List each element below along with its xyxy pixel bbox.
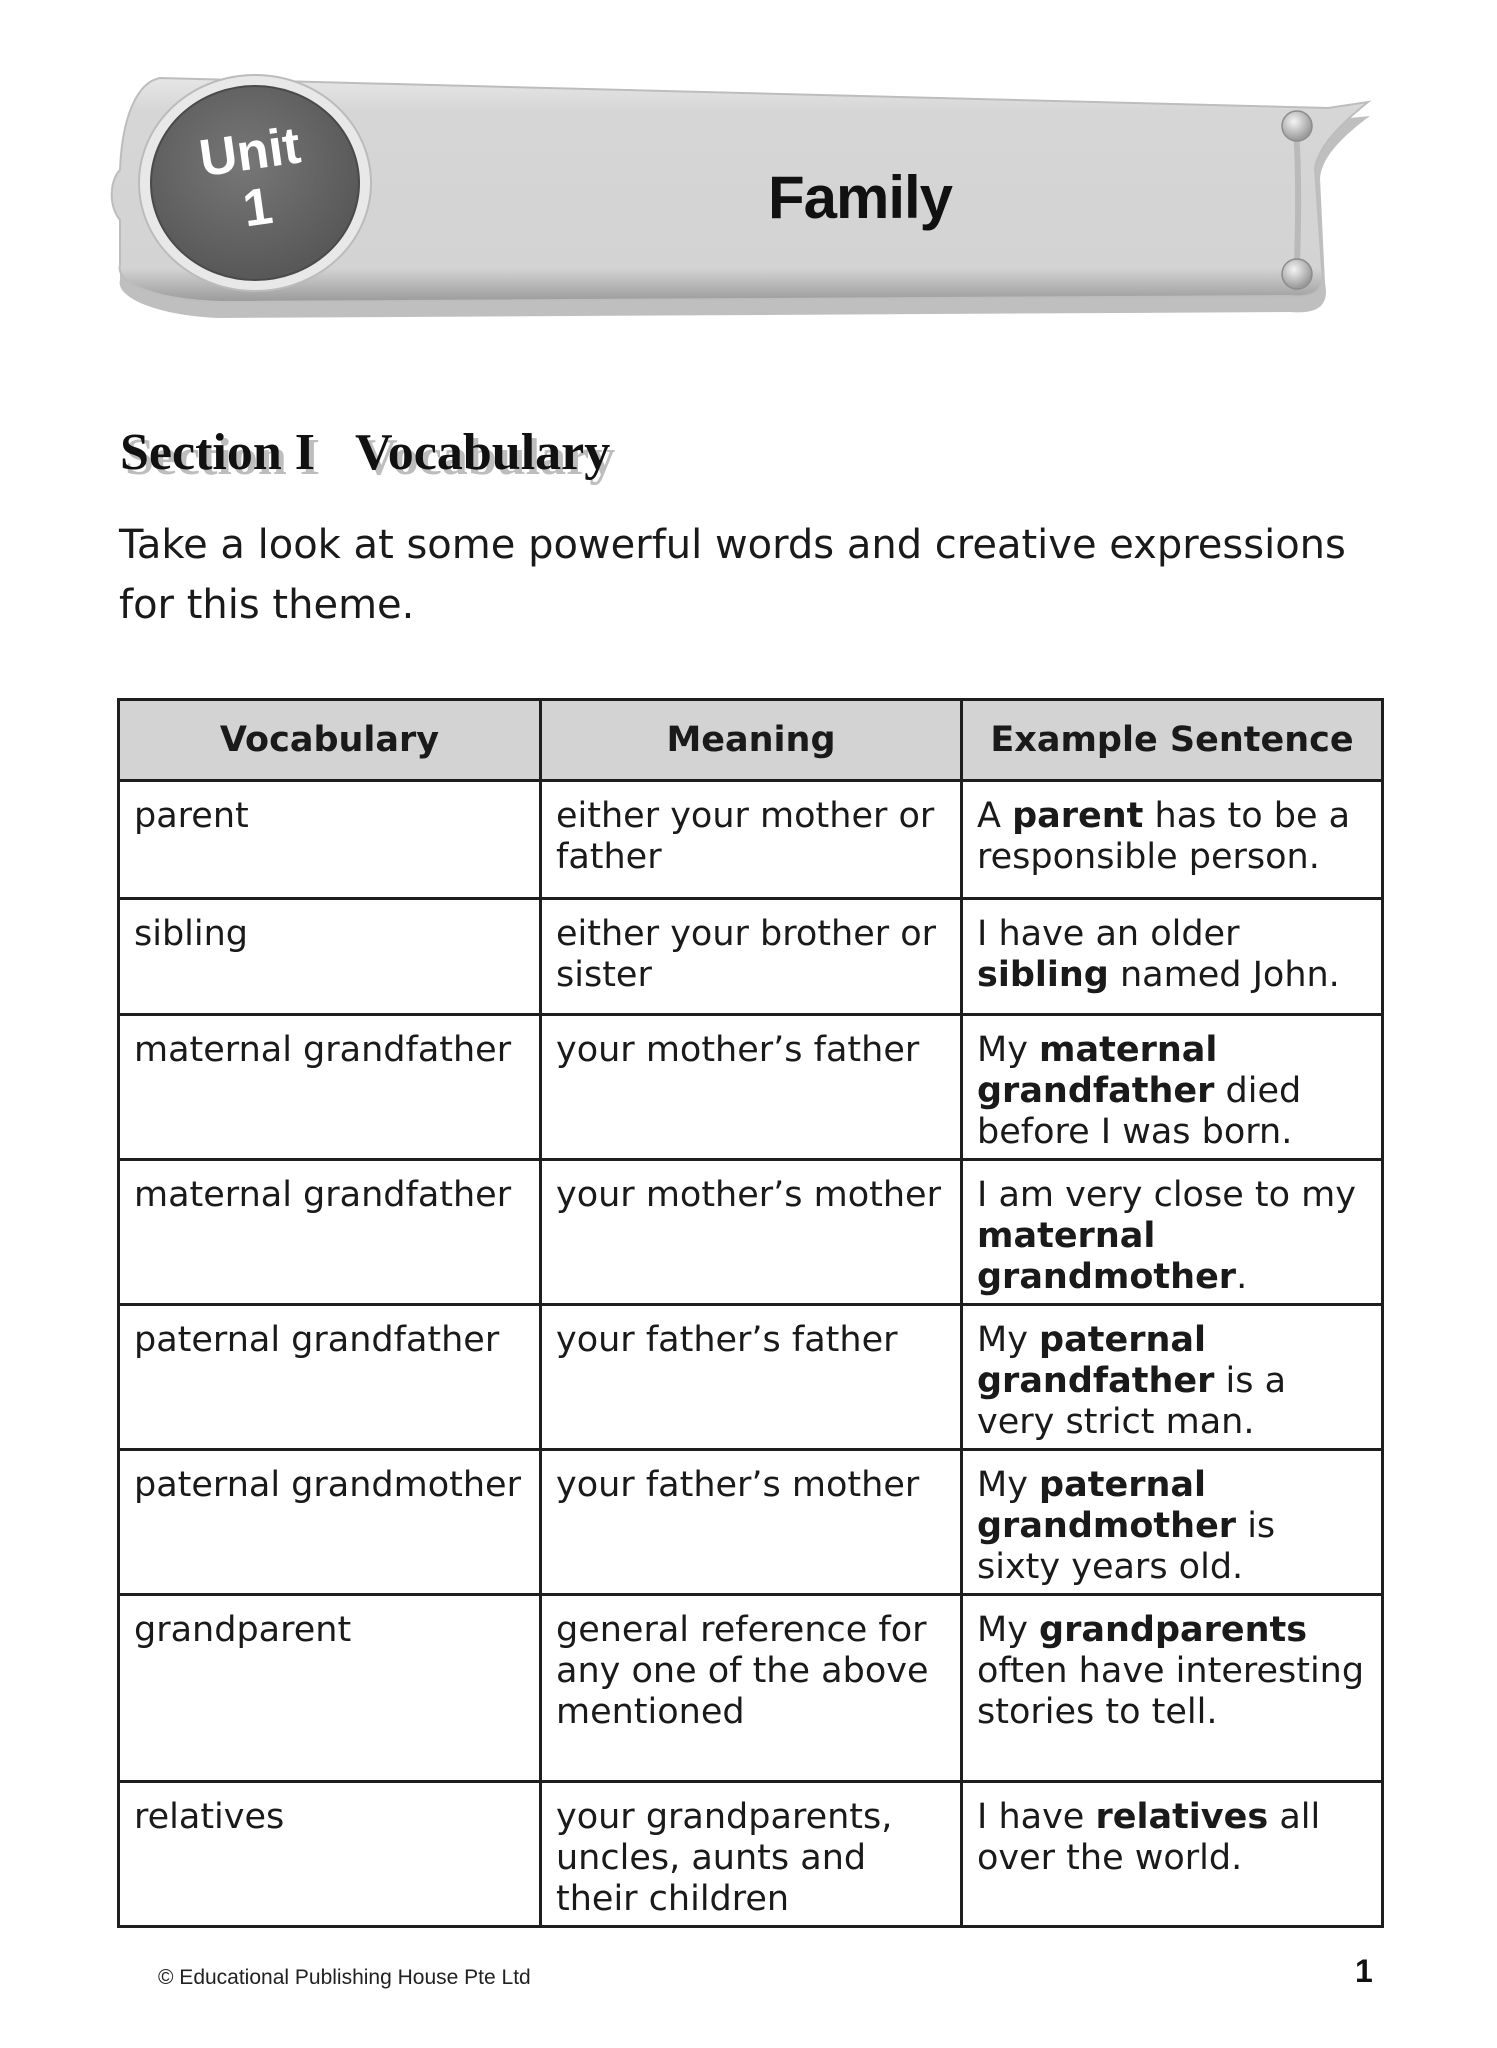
meaning-cell: either your brother or sister xyxy=(541,899,962,1015)
table-row xyxy=(119,899,1383,1015)
example-sentence-cell xyxy=(962,1305,1383,1450)
table-row xyxy=(119,781,1383,899)
unit-number: 1 xyxy=(239,177,277,239)
vocabulary-cell: paternal grandfather xyxy=(119,1305,541,1450)
highlighted-word: sibling xyxy=(977,955,1109,995)
sentence-text: A xyxy=(977,796,1013,836)
sentence-text: all over the world. xyxy=(977,1797,1321,1878)
vocabulary-cell: maternal grandfather xyxy=(119,1015,541,1160)
sentence-text: I have xyxy=(977,1797,1096,1837)
section-label: Section I xyxy=(120,424,315,481)
unit-badge xyxy=(141,87,368,284)
table-row xyxy=(119,1595,1383,1782)
table-row xyxy=(119,1305,1383,1450)
sentence-text: is sixty years old. xyxy=(977,1506,1276,1587)
vocabulary-cell: grandparent xyxy=(119,1595,541,1782)
meaning-cell: your mother’s mother xyxy=(541,1160,962,1305)
table-header-row xyxy=(119,700,1383,781)
example-sentence-cell xyxy=(962,1450,1383,1595)
vocabulary-cell: paternal grandmother xyxy=(119,1450,541,1595)
example-sentence-cell xyxy=(962,1595,1383,1782)
highlighted-word: paternal grandmother xyxy=(977,1465,1237,1546)
intro-paragraph: Take a look at some powerful words and creative expressions for this theme. xyxy=(119,522,1346,628)
sentence-text: I am very close to my xyxy=(977,1175,1356,1215)
page-number: 1 xyxy=(1355,1953,1373,1989)
sentence-text: named John. xyxy=(1108,955,1340,995)
vocabulary-table xyxy=(117,698,1384,1928)
meaning-cell: your grandparents, uncles, aunts and their children xyxy=(541,1782,962,1927)
header-example-sentence: Example Sentence xyxy=(962,700,1383,781)
section-heading xyxy=(120,420,650,486)
sentence-text: died before I was born. xyxy=(977,1071,1302,1152)
vocabulary-cell: maternal grandfather xyxy=(119,1160,541,1305)
table-row xyxy=(119,1782,1383,1927)
header-vocabulary: Vocabulary xyxy=(119,700,541,781)
highlighted-word: relatives xyxy=(1095,1797,1269,1837)
sentence-text: often have interesting stories to tell. xyxy=(977,1651,1365,1732)
sentence-text: My xyxy=(977,1610,1040,1650)
example-sentence-cell xyxy=(962,1015,1383,1160)
rivet-icon xyxy=(1282,259,1312,289)
section-name: Vocabulary xyxy=(355,424,611,481)
meaning-cell: your mother’s father xyxy=(541,1015,962,1160)
copyright-footer: © Educational Publishing House Pte Ltd xyxy=(158,1966,531,1989)
highlighted-word: parent xyxy=(1012,796,1144,836)
table-row xyxy=(119,1450,1383,1595)
vocabulary-cell: parent xyxy=(119,781,541,899)
rivet-icon xyxy=(1282,111,1312,141)
sentence-text: I have an older xyxy=(977,914,1240,954)
header-meaning: Meaning xyxy=(541,700,962,781)
table-row xyxy=(119,1160,1383,1305)
sentence-text: My xyxy=(977,1030,1040,1070)
table-row xyxy=(119,1015,1383,1160)
vocabulary-cell: relatives xyxy=(119,1782,541,1927)
unit-title: Family xyxy=(767,164,953,231)
sentence-text: My xyxy=(977,1320,1040,1360)
meaning-cell: general reference for any one of the above mentioned xyxy=(541,1595,962,1782)
unit-banner xyxy=(100,60,1390,330)
sentence-text: has to be a responsible person. xyxy=(977,796,1351,877)
highlighted-word: grandparents xyxy=(1039,1610,1308,1650)
example-sentence-cell xyxy=(962,781,1383,899)
highlighted-word: paternal grandfather xyxy=(977,1320,1215,1401)
highlighted-word: maternal grandfather xyxy=(977,1030,1218,1111)
meaning-cell: either your mother or father xyxy=(541,781,962,899)
unit-label: Unit xyxy=(195,116,304,189)
example-sentence-cell xyxy=(962,1782,1383,1927)
sentence-text: My xyxy=(977,1465,1040,1505)
sentence-text: is a very strict man. xyxy=(977,1361,1287,1442)
example-sentence-cell xyxy=(962,1160,1383,1305)
meaning-cell: your father’s mother xyxy=(541,1450,962,1595)
highlighted-word: maternal grandmother xyxy=(977,1216,1237,1297)
example-sentence-cell xyxy=(962,899,1383,1015)
sentence-text: . xyxy=(1236,1257,1248,1297)
vocabulary-cell: sibling xyxy=(119,899,541,1015)
meaning-cell: your father’s father xyxy=(541,1305,962,1450)
